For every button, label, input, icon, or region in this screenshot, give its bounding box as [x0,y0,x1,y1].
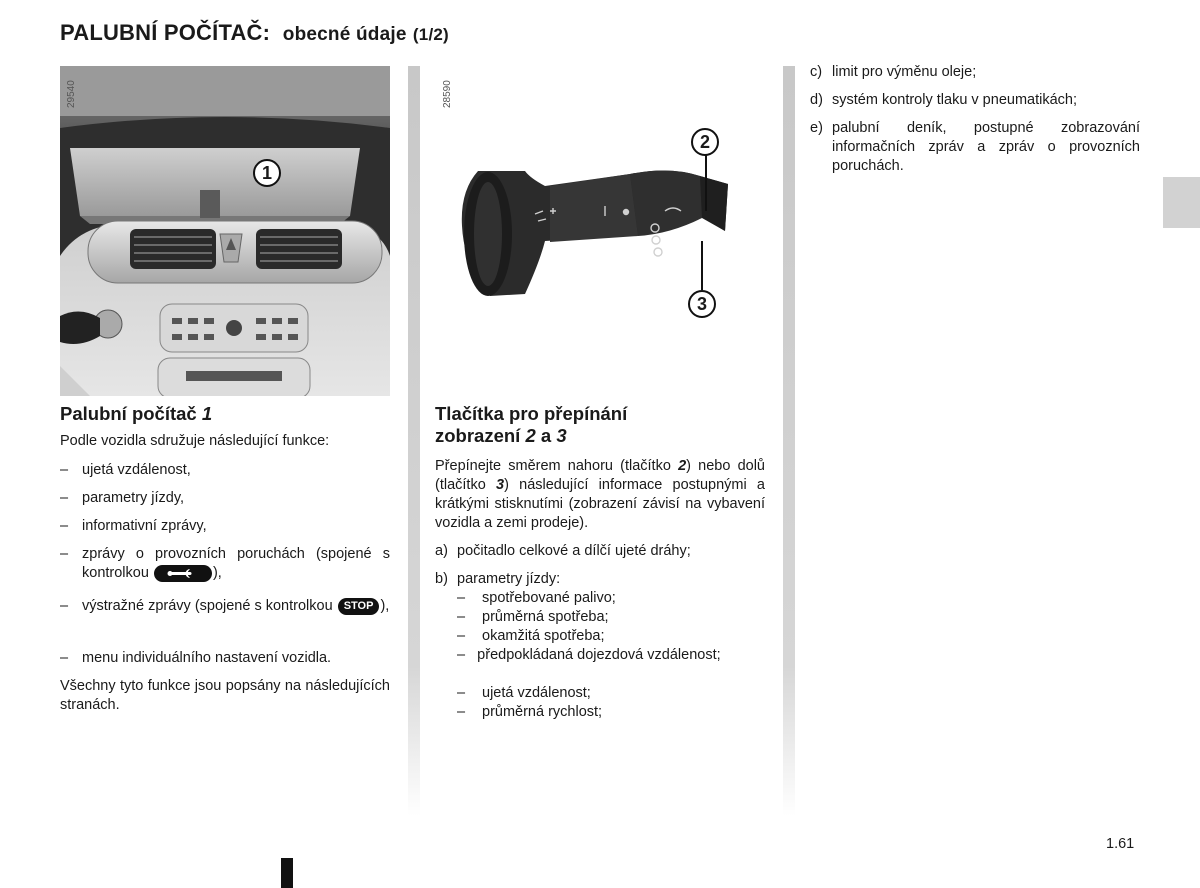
callout-3: 3 [688,290,716,318]
para-part-3: ) následující informace postupnými a krátkými stisknutími (zobrazení závisí na vybavení vozidla a zemi prodeje). [435,477,765,531]
bullet: – [60,598,69,614]
bullet: – [457,704,466,720]
list-item-text: parametry jízdy: [457,571,561,587]
list-item-text: limit pro výměnu oleje; [832,64,977,80]
dashboard-photo [60,66,390,396]
list-item-d [810,91,1140,110]
list-item-a [435,542,765,561]
col2-heading-num-a: 2 [525,425,536,446]
list-item-tail: ), [380,598,390,614]
bullet: – [60,462,69,478]
callout-2: 2 [691,128,719,156]
list-item-b [435,570,765,589]
para-num-2: 2 [678,458,687,474]
list-item [60,597,390,616]
sub-list-item [457,703,765,722]
list-item [60,649,390,668]
col1-outro: Všechny tyto funkce jsou popsány na následujících stranách. [60,678,390,713]
footer-marker-bar [281,858,293,888]
bullet: – [457,685,466,701]
para-part-1: Přepínejte směrem nahoru (tlačítko [435,458,671,474]
col2-heading-num-b: 3 [556,425,567,446]
bullet: – [60,546,69,562]
col2-heading-line2 [435,425,765,447]
sub-list-item-text: průměrná spotřeba; [482,609,609,625]
para-num-3: 3 [496,477,505,493]
sub-list-item [457,589,765,608]
bullet: – [60,490,69,506]
list-item-text: palubní deník, postupné zobrazování informačních zpráv a zpráv o provozních poruchách. [832,120,1140,174]
col2-heading-and: a [540,425,552,446]
para-part-2: ) nebo dolů (tlačítko [435,458,765,493]
list-item [60,489,390,508]
list-item-text [82,597,390,616]
list-item-text: ujetá vzdálenost, [82,462,191,478]
col1-intro: Podle vozidla sdružuje následující funkce: [60,433,330,449]
bullet: – [60,518,69,534]
list-item-tail: ), [212,565,222,581]
list-item-text: parametry jízdy, [82,490,185,506]
sub-list-item-text: ujetá vzdálenost; [482,685,591,701]
list-marker: d) [810,92,823,108]
list-item-text: počitadlo celkové a dílčí ujeté dráhy; [457,543,691,559]
stalk-lever-figure [430,66,775,396]
list-item-text-part: výstražné zprávy (spojené s kontrolkou [82,598,333,614]
column-divider-1 [408,66,420,816]
list-item [60,461,390,480]
sub-list-item-text: okamžitá spotřeba; [482,628,605,644]
title-part: (1/2) [412,25,449,44]
list-item-e [810,119,1140,176]
title-main: PALUBNÍ POČÍTAČ: [60,20,271,45]
stop-warning-icon: STOP [338,598,380,615]
bullet: – [60,650,69,666]
list-item [60,517,390,536]
sub-list-item [457,627,765,646]
col2-heading-line2-text: zobrazení [435,425,521,446]
title-subtitle: obecné údaje [282,24,407,45]
list-item-text-part: zprávy o provozních poruchách (spojené s kontrolkou [82,546,390,581]
list-marker: e) [810,120,823,136]
list-item-text: informativní zprávy, [82,518,207,534]
page-title [60,20,449,46]
bullet: – [457,647,466,663]
sub-list-item-text: spotřebované palivo; [482,590,616,606]
bullet: – [457,609,466,625]
col2-paragraph [435,457,765,533]
list-item-c [810,63,1140,82]
list-marker: a) [435,543,448,559]
list-item-text [82,545,390,583]
column-divider-2 [783,66,795,816]
bullet: – [457,590,466,606]
list-item-text: systém kontroly tlaku v pneumatikách; [832,92,1077,108]
page-number: 1.61 [1106,836,1135,852]
col1-heading [60,403,212,425]
list-marker: b) [435,571,448,587]
sub-list-item-text: průměrná rychlost; [482,704,603,720]
sub-list-item-text: předpokládaná dojezdová vzdálenost; [477,647,721,663]
col1-heading-num: 1 [201,403,213,424]
col2-heading [435,403,765,447]
list-item-text: menu individuálního nastavení vozidla. [82,650,332,666]
sub-list-item-wrapped [457,646,765,665]
wrench-warning-icon [154,565,212,582]
col1-heading-text: Palubní počítač [60,403,197,424]
section-tab [1163,177,1200,228]
callout-1: 1 [253,159,281,187]
list-marker: c) [810,64,823,80]
bullet: – [457,628,466,644]
figure-code-left: 29540 [66,80,77,108]
sub-list-item [457,608,765,627]
list-item [60,545,390,583]
figure-code-right: 28590 [442,80,453,108]
sub-list-item [457,684,765,703]
col2-heading-line1: Tlačítka pro přepínání [435,403,628,424]
